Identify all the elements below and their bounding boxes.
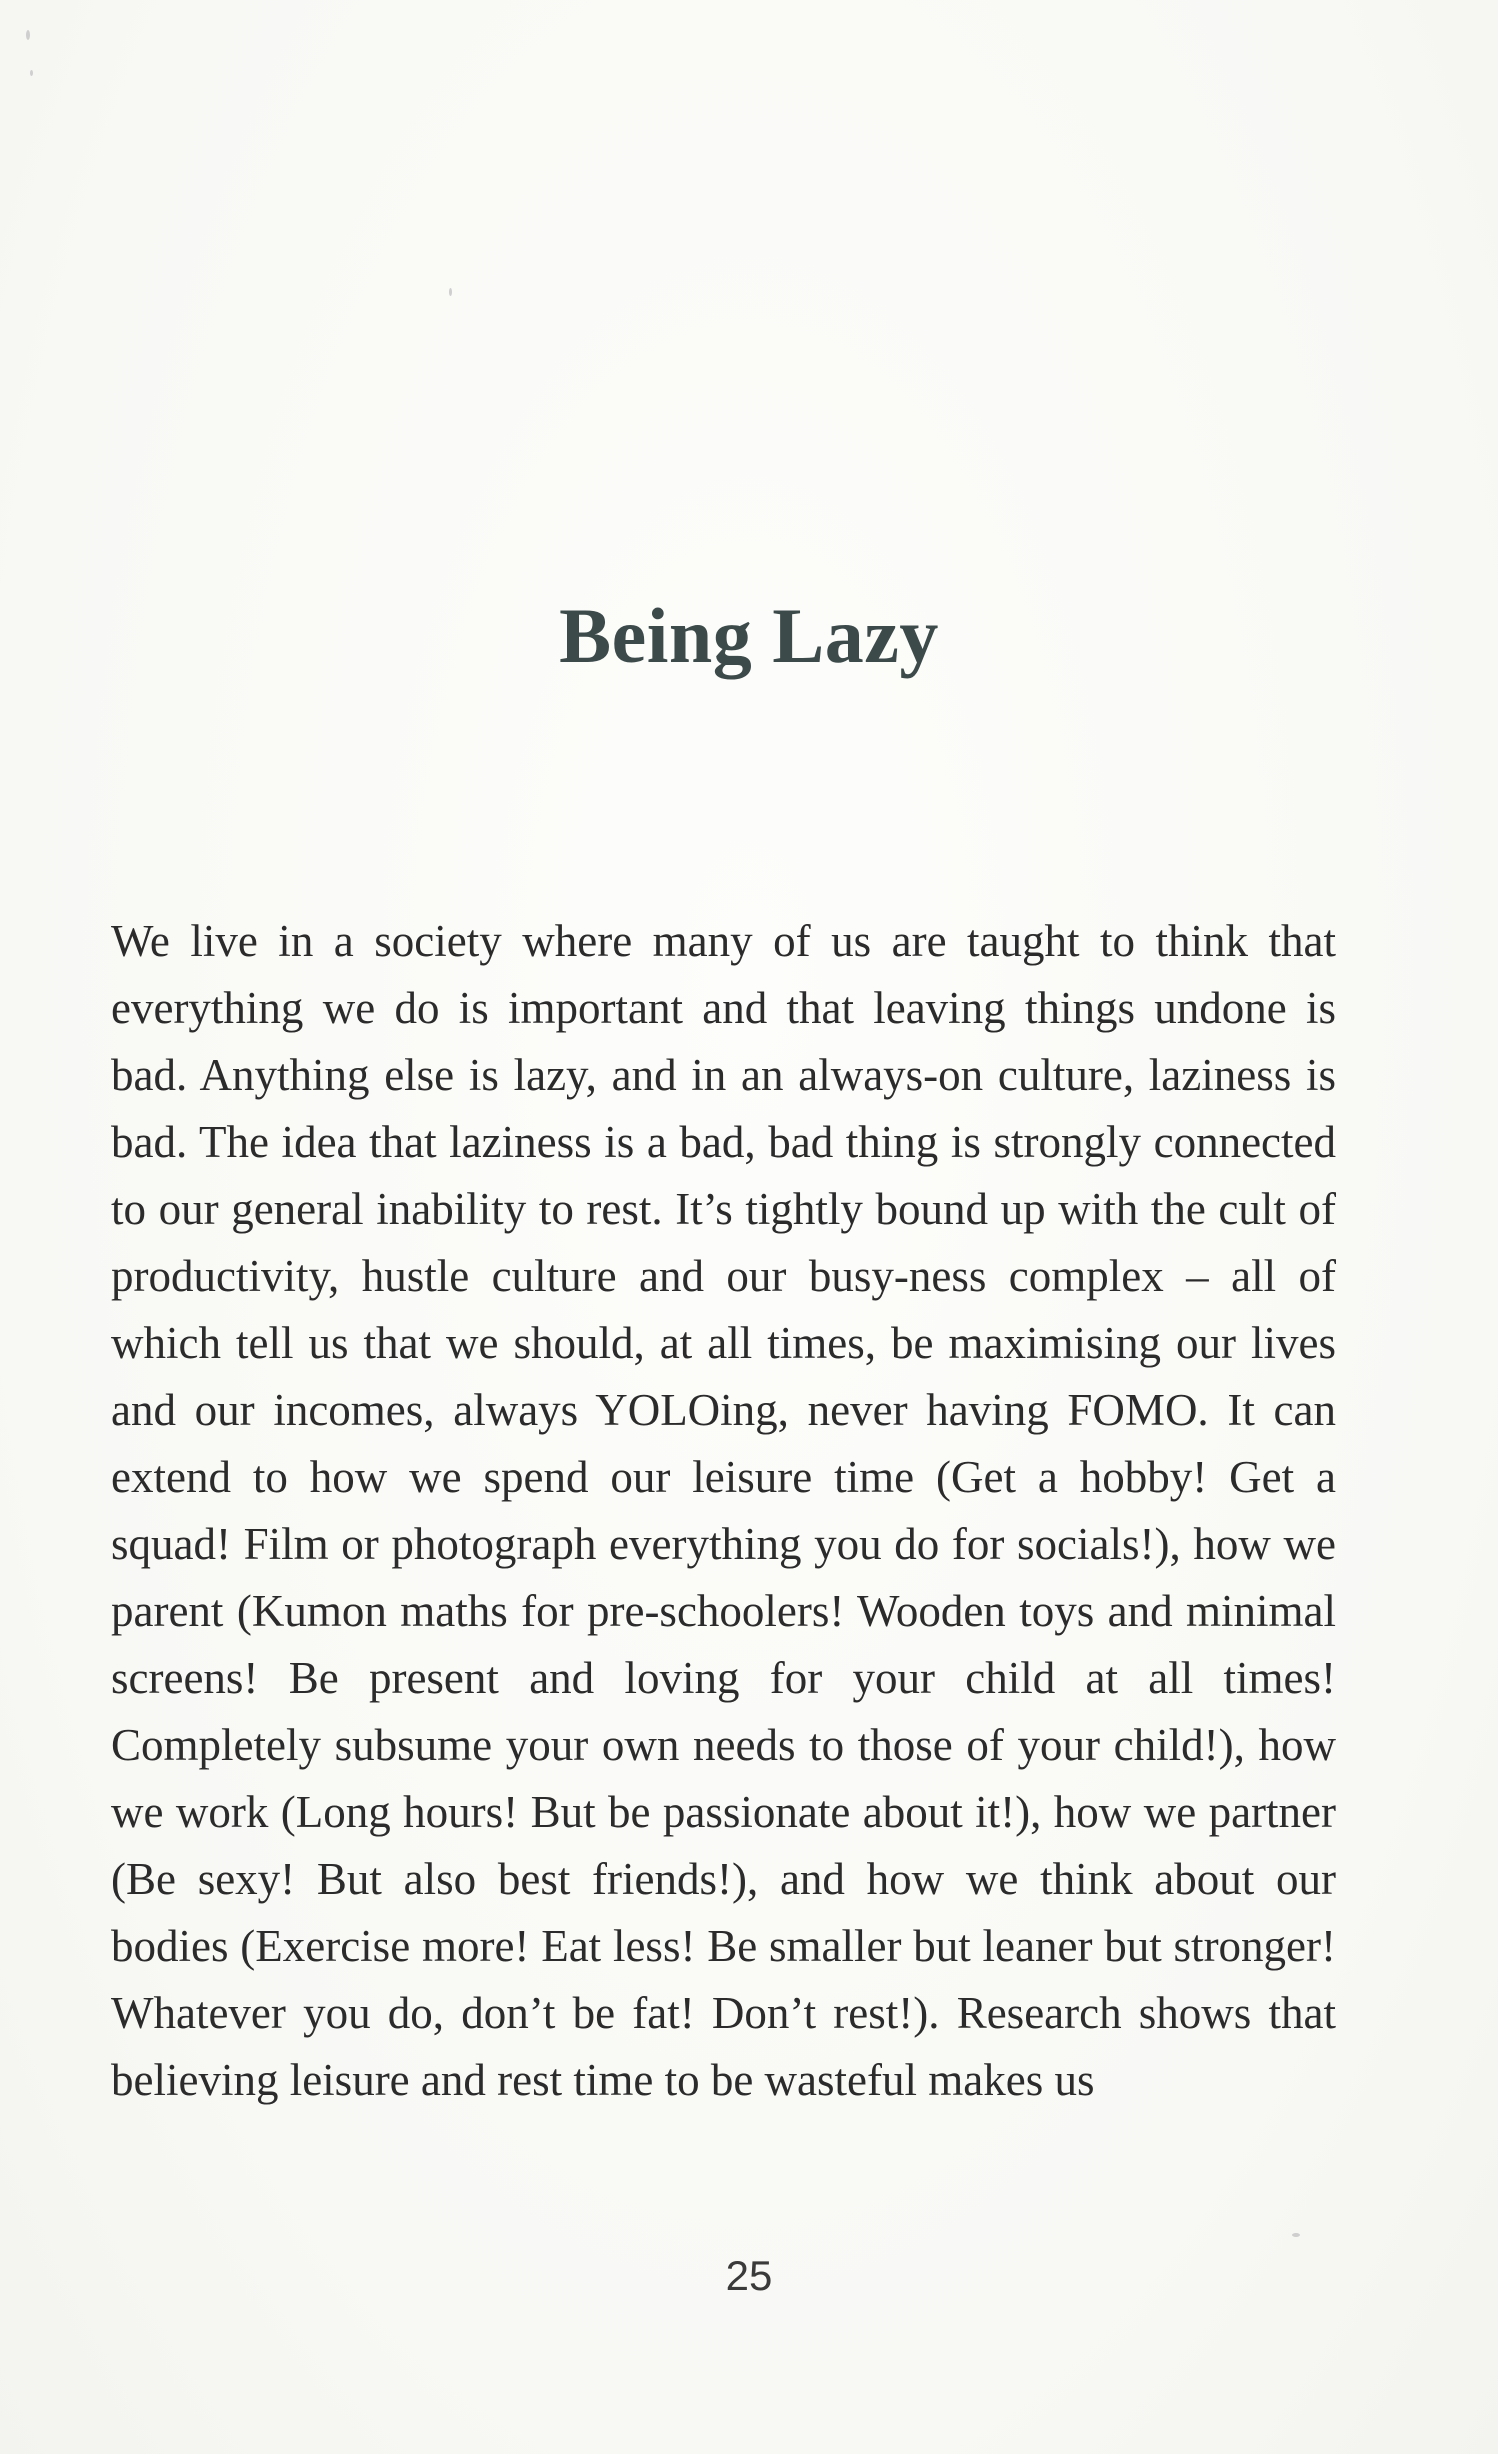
scan-speck	[449, 288, 452, 296]
body-paragraph: We live in a society where many of us are taught to think that everything we do is important and that leaving things undone is bad. Anything else is lazy, and in an always-on culture, laziness is bad. The idea that laziness is a bad, bad thing is strongly connected to our general inability to rest. It’s tightly bound up with the cult of productivity, hustle culture and our busy-ness complex – all of which tell us that we should, at all times, be maximising our lives and our incomes, always YOLOing, never having FOMO. It can extend to how we spend our leisure time (Get a hobby! Get a squad! Film or photograph everything you do for socials!), how we parent (Kumon maths for pre-schoolers! Wooden toys and minimal screens! Be present and loving for your child at all times! Completely subsume your own needs to those of your child!), how we work (Long hours! But be passionate about it!), how we partner (Be sexy! But also best friends!), and how we think about our bodies (Exercise more! Eat less! Be smaller but leaner but stronger! Whatever you do, don’t be fat! Don’t rest!). Research shows that believing leisure and rest time to be wasteful makes us	[111, 916, 1336, 2105]
scan-speck	[1292, 2233, 1300, 2237]
page-number: 25	[725, 2252, 773, 2299]
scan-speck	[26, 30, 30, 40]
chapter-title: Being Lazy	[559, 592, 939, 680]
scan-speck	[30, 70, 33, 76]
